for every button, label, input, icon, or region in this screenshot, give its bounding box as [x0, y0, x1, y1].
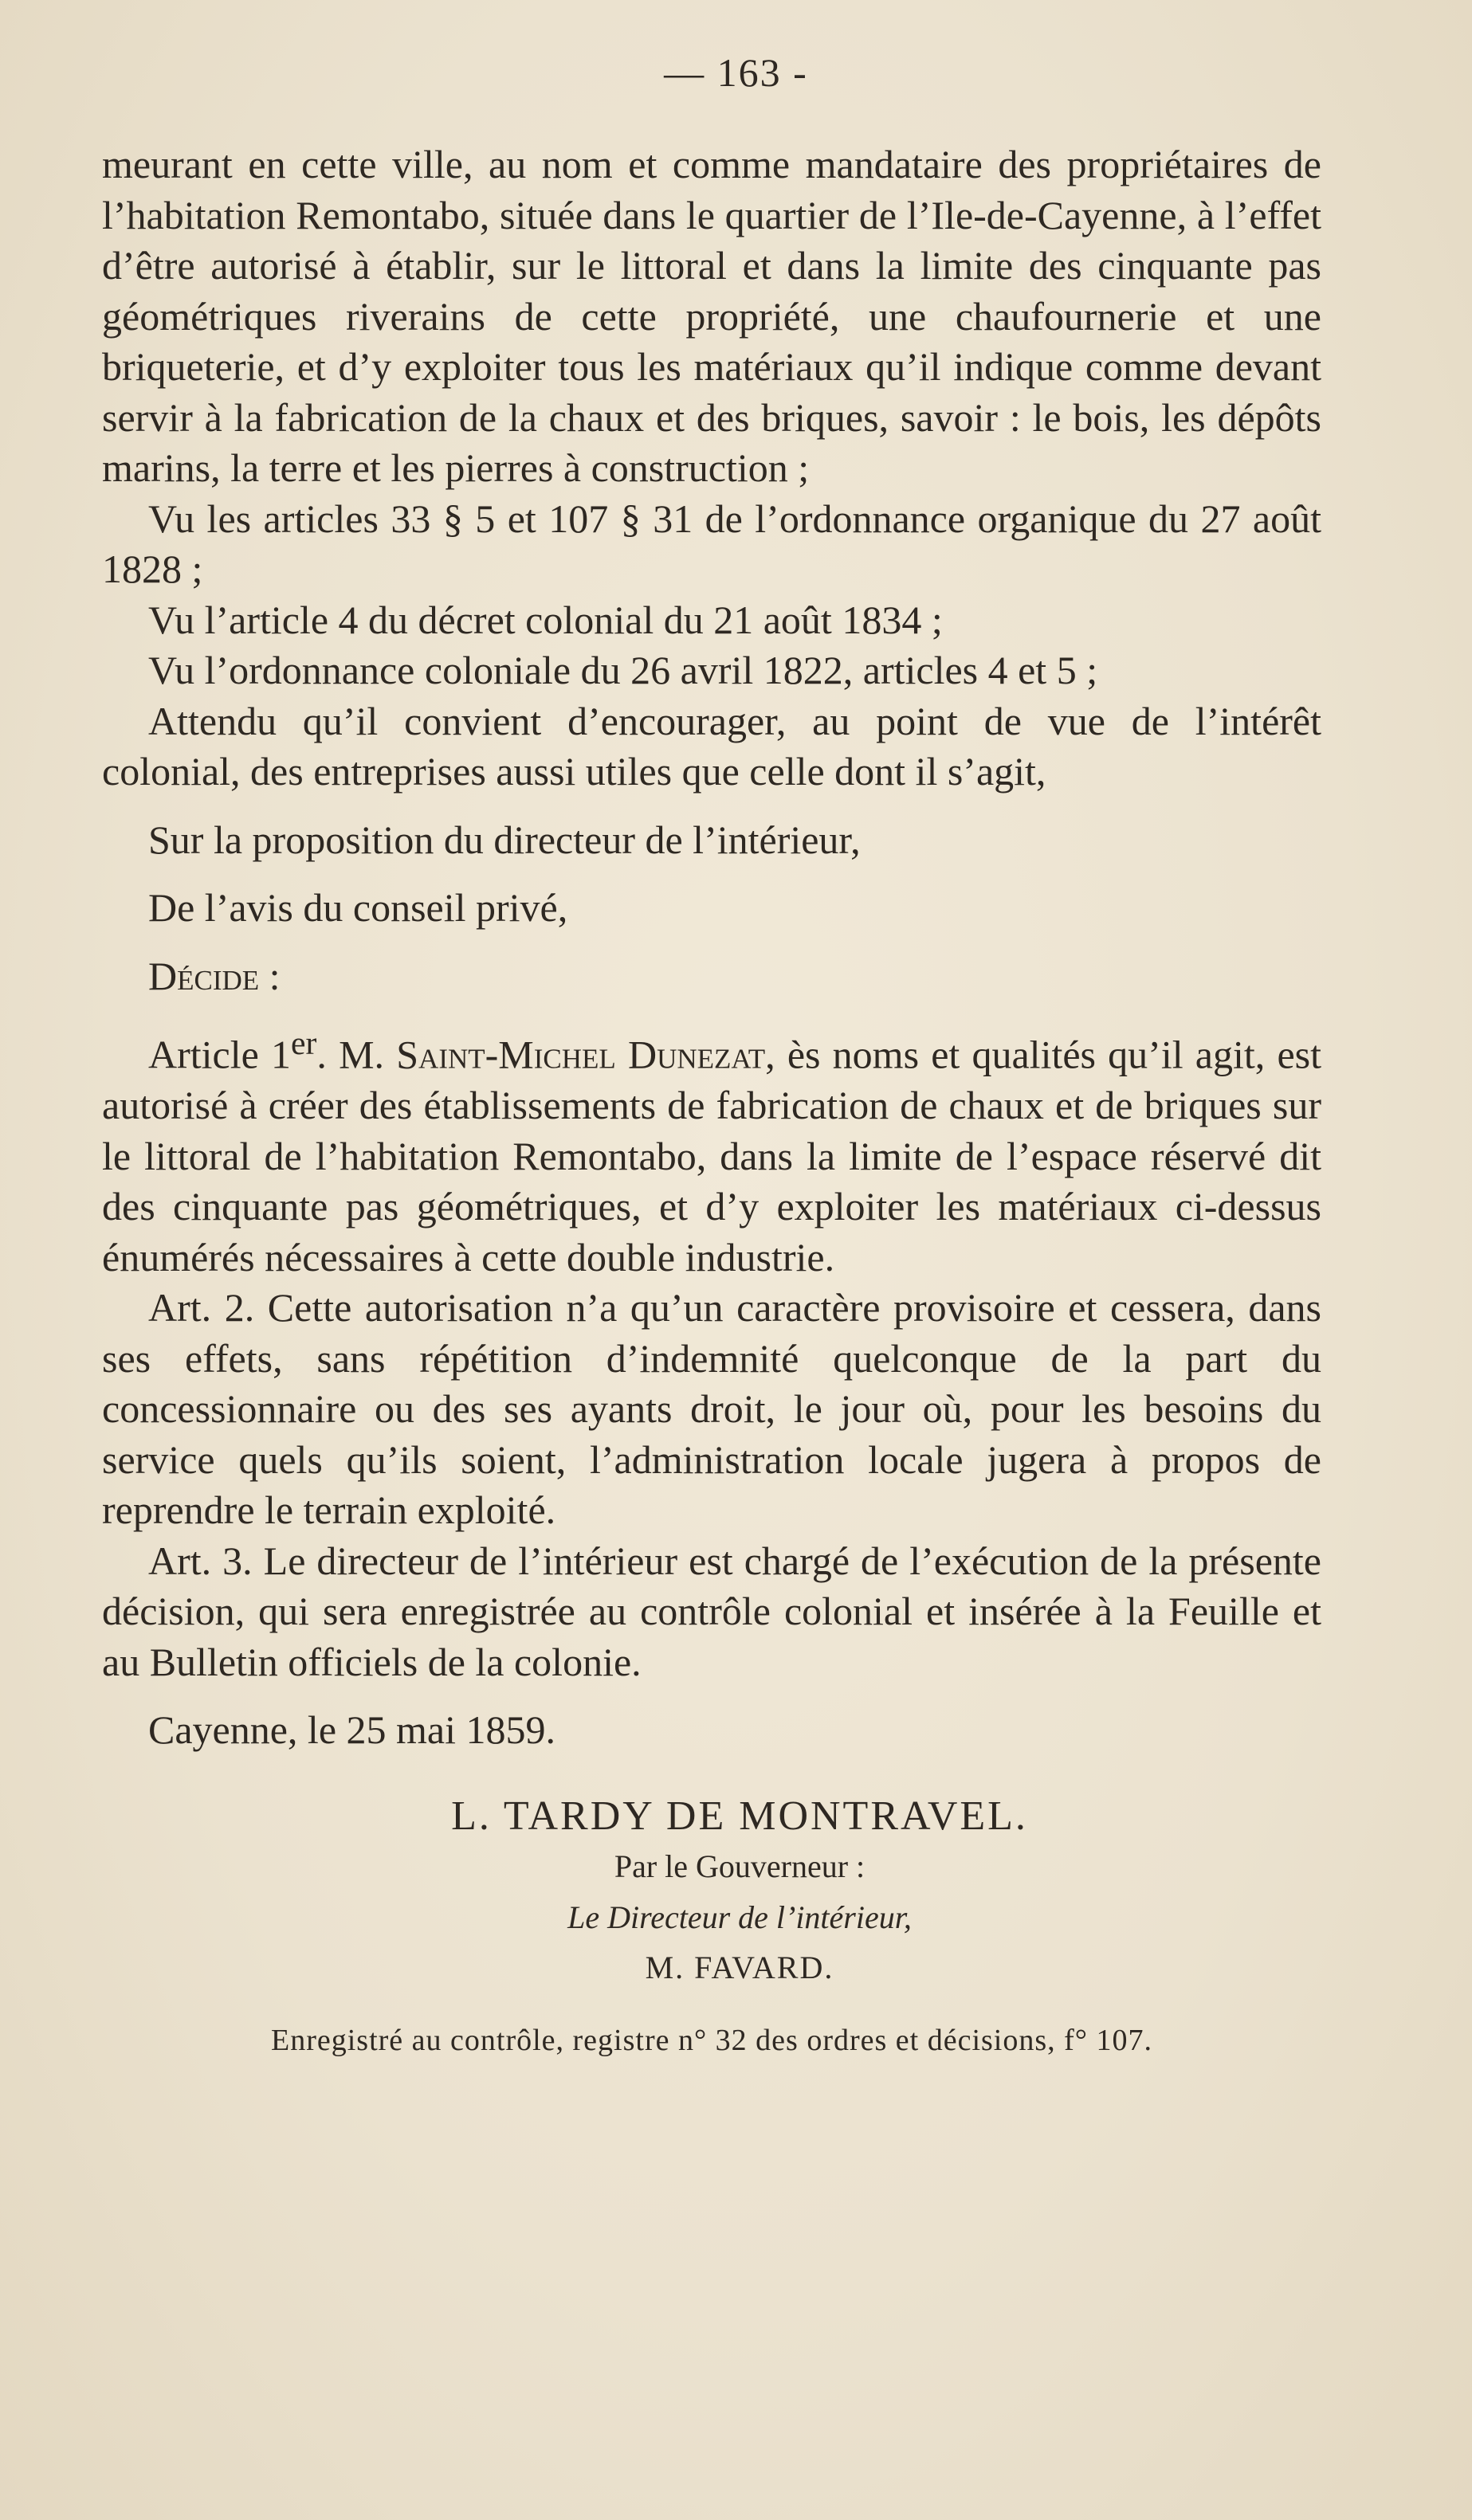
article-3: Art. 3. Le directeur de l’intérieur est chargé de l’exécution de la présente décision, qui sera enregistrée au contrôle colonial et insérée à la Feuille et au Bulletin officiels de la colonie.: [102, 1538, 1321, 1684]
intro-paragraph: meurant en cette ville, au nom et comme mandataire des propriétaires de l’habitation Remontabo, située dans le quartier de l’Ile-de-Cayenne, à l’effet d’être autorisé à établir, sur le littoral et dans la limite des cinquante pas géométriques riverains de cette propriété, une chaufournerie et une briqueterie, et d’y exploiter tous les matériaux qu’il indique comme devant servir à la fabrication de la chaux et des briques, savoir : le bois, les dépôts marins, la terre et les pierres à construction ;: [102, 142, 1321, 490]
article-1-sup: er: [291, 1025, 317, 1062]
article-1-label: Article 1: [148, 1032, 292, 1077]
decide-heading: Décide :: [148, 953, 281, 998]
vu-ordonnance-organique: Vu les articles 33 § 5 et 107 § 31 de l’ordonnance organique du 27 août 1828 ;: [102, 496, 1321, 591]
article-1: [102, 1019, 1321, 1283]
article-1-dot: . M.: [316, 1032, 385, 1077]
registration-note: Enregistré au contrôle, registre n° 32 des ordres et décisions, f° 107.: [271, 2023, 1152, 2057]
article-2: Art. 2. Cette autorisation n’a qu’un caractère provisoire et cessera, dans ses effets, sans répétition d’indemnité quelconque de la part du concessionnaire ou des ses ayants droit, le jour où, pour les besoins du service quels qu’ils soient, l’administration locale jugera à propos de reprendre le terrain exploité.: [102, 1285, 1321, 1533]
vu-decret-colonial: Vu l’article 4 du décret colonial du 21 août 1834 ;: [148, 597, 943, 642]
article-1-text: , ès noms et qualités qu’il agit, est autorisé à créer des établissements de fabrication de chaux et de briques sur le littoral de l’habitation Remontabo, dans la limite de l’espace réservé dit des cinquante pas géométriques, et d’y exploiter les matériaux ci-dessus énumérés nécessaires à cette double industrie.: [102, 1032, 1322, 1280]
decision-text: [102, 139, 1321, 2066]
page-number: — 163 -: [664, 50, 808, 95]
vu-ordonnance-coloniale: Vu l’ordonnance coloniale du 26 avril 1822, articles 4 et 5 ;: [148, 648, 1098, 692]
signatory-par: Par le Gouverneur :: [614, 1848, 866, 1885]
attendu-paragraph: Attendu qu’il convient d’encourager, au point de vue de l’intérêt colonial, des entreprises aussi utiles que celle dont il s’agit,: [102, 698, 1321, 794]
date-line: Cayenne, le 25 mai 1859.: [148, 1707, 555, 1753]
article-1-name: Saint-Michel Dunezat: [396, 1032, 766, 1077]
signatory-person: M. FAVARD.: [645, 1950, 834, 1986]
avis-line: De l’avis du conseil privé,: [148, 885, 568, 930]
signatory-name: L. TARDY DE MONTRAVEL.: [451, 1793, 1028, 1839]
proposition-line: Sur la proposition du directeur de l’intérieur,: [148, 817, 861, 862]
signatory-role: Le Directeur de l’intérieur,: [567, 1899, 912, 1935]
